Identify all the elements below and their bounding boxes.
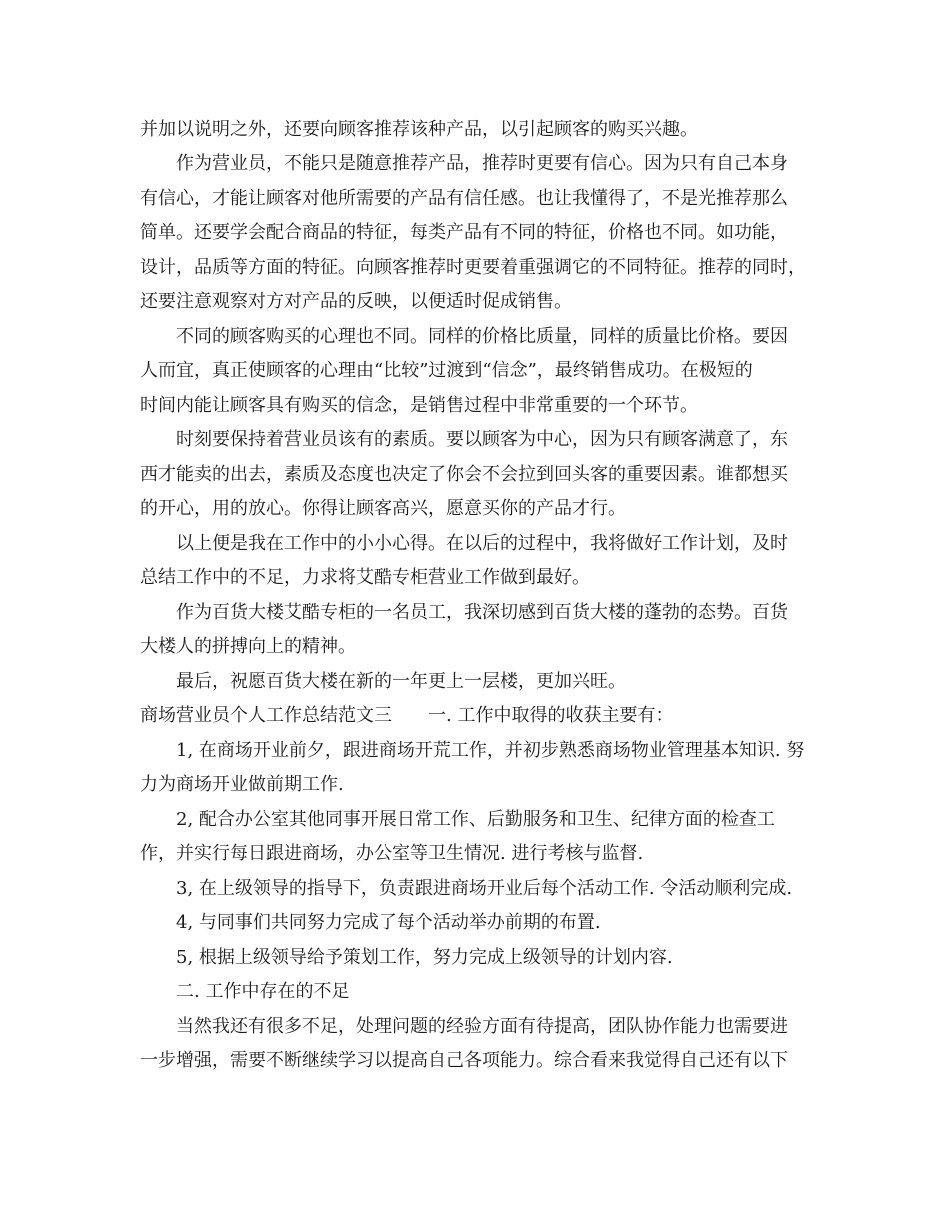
list-item: 3, 在上级领导的指导下，负责跟进商场开业后每个活动工作. 令活动顺利完成. bbox=[176, 878, 793, 899]
text-line: 力为商场开业做前期工作. bbox=[140, 774, 344, 795]
text-line: 作为营业员，不能只是随意推荐产品，推荐时更要有信心。因为只有自己本身 bbox=[176, 153, 788, 174]
text-line: 时刻要保持着营业员该有的素质。要以顾客为中心，因为只有顾客满意了，东 bbox=[176, 429, 788, 450]
list-item: 2, 配合办公室其他同事开展日常工作、后勤服务和卫生、纪律方面的检查工 bbox=[176, 809, 775, 830]
text-line: 设计，品质等方面的特征。向顾客推荐时更要着重强调它的不同特征。推荐的同时， bbox=[140, 257, 806, 278]
list-item: 4, 与同事们共同努力完成了每个活动举办前期的布置. bbox=[176, 912, 601, 933]
text-line: 人而宜，真正使顾客的心理由“比较”过渡到“信念”，最终销售成功。在极短的 bbox=[140, 360, 753, 381]
section-heading: 商场营业员个人工作总结范文三 一. 工作中取得的收获主要有： bbox=[140, 705, 674, 726]
text-line: 并加以说明之外，还要向顾客推荐该种产品，以引起顾客的购买兴趣。 bbox=[140, 119, 698, 140]
text-line: 有信心，才能让顾客对他所需要的产品有信任感。也让我懂得了，不是光推荐那么 bbox=[140, 188, 788, 209]
text-line: 时间内能让顾客具有购买的信念，是销售过程中非常重要的一个环节。 bbox=[140, 395, 698, 416]
text-line: 西才能卖的出去，素质及态度也决定了你会不会拉到回头客的重要因素。谁都想买 bbox=[140, 464, 788, 485]
text-line: 简单。还要学会配合商品的特征，每类产品有不同的特征，价格也不同。如功能， bbox=[140, 222, 788, 243]
text-line: 当然我还有很多不足，处理问题的经验方面有待提高，团队协作能力也需要进 bbox=[176, 1016, 788, 1037]
text-line: 还要注意观察对方对产品的反映，以便适时促成销售。 bbox=[140, 291, 572, 312]
list-item: 1, 在商场开业前夕，跟进商场开荒工作，并初步熟悉商场物业管理基本知识. 努 bbox=[176, 740, 805, 761]
text-line: 作为百货大楼艾酷专柜的一名员工，我深切感到百货大楼的蓬勃的态势。百货 bbox=[176, 602, 788, 623]
text-line: 一步增强，需要不断继续学习以提高自己各项能力。综合看来我觉得自己还有以下 bbox=[140, 1050, 788, 1071]
text-line: 最后，祝愿百货大楼在新的一年更上一层楼，更加兴旺。 bbox=[176, 671, 626, 692]
text-line: 的开心，用的放心。你得让顾客高兴，愿意买你的产品才行。 bbox=[140, 498, 626, 519]
list-item: 5, 根据上级领导给予策划工作，努力完成上级领导的计划内容. bbox=[176, 947, 673, 968]
text-line: 以上便是我在工作中的小小心得。在以后的过程中，我将做好工作计划，及时 bbox=[176, 533, 788, 554]
text-line: 大楼人的拼搏向上的精神。 bbox=[140, 636, 356, 657]
text-line: 作，并实行每日跟进商场，办公室等卫生情况. 进行考核与监督. bbox=[140, 843, 644, 864]
text-line: 不同的顾客购买的心理也不同。同样的价格比质量，同样的质量比价格。要因 bbox=[176, 326, 788, 347]
text-line: 总结工作中的不足，力求将艾酷专柜营业工作做到最好。 bbox=[140, 567, 590, 588]
section-heading: 二. 工作中存在的不足 bbox=[176, 981, 350, 1002]
